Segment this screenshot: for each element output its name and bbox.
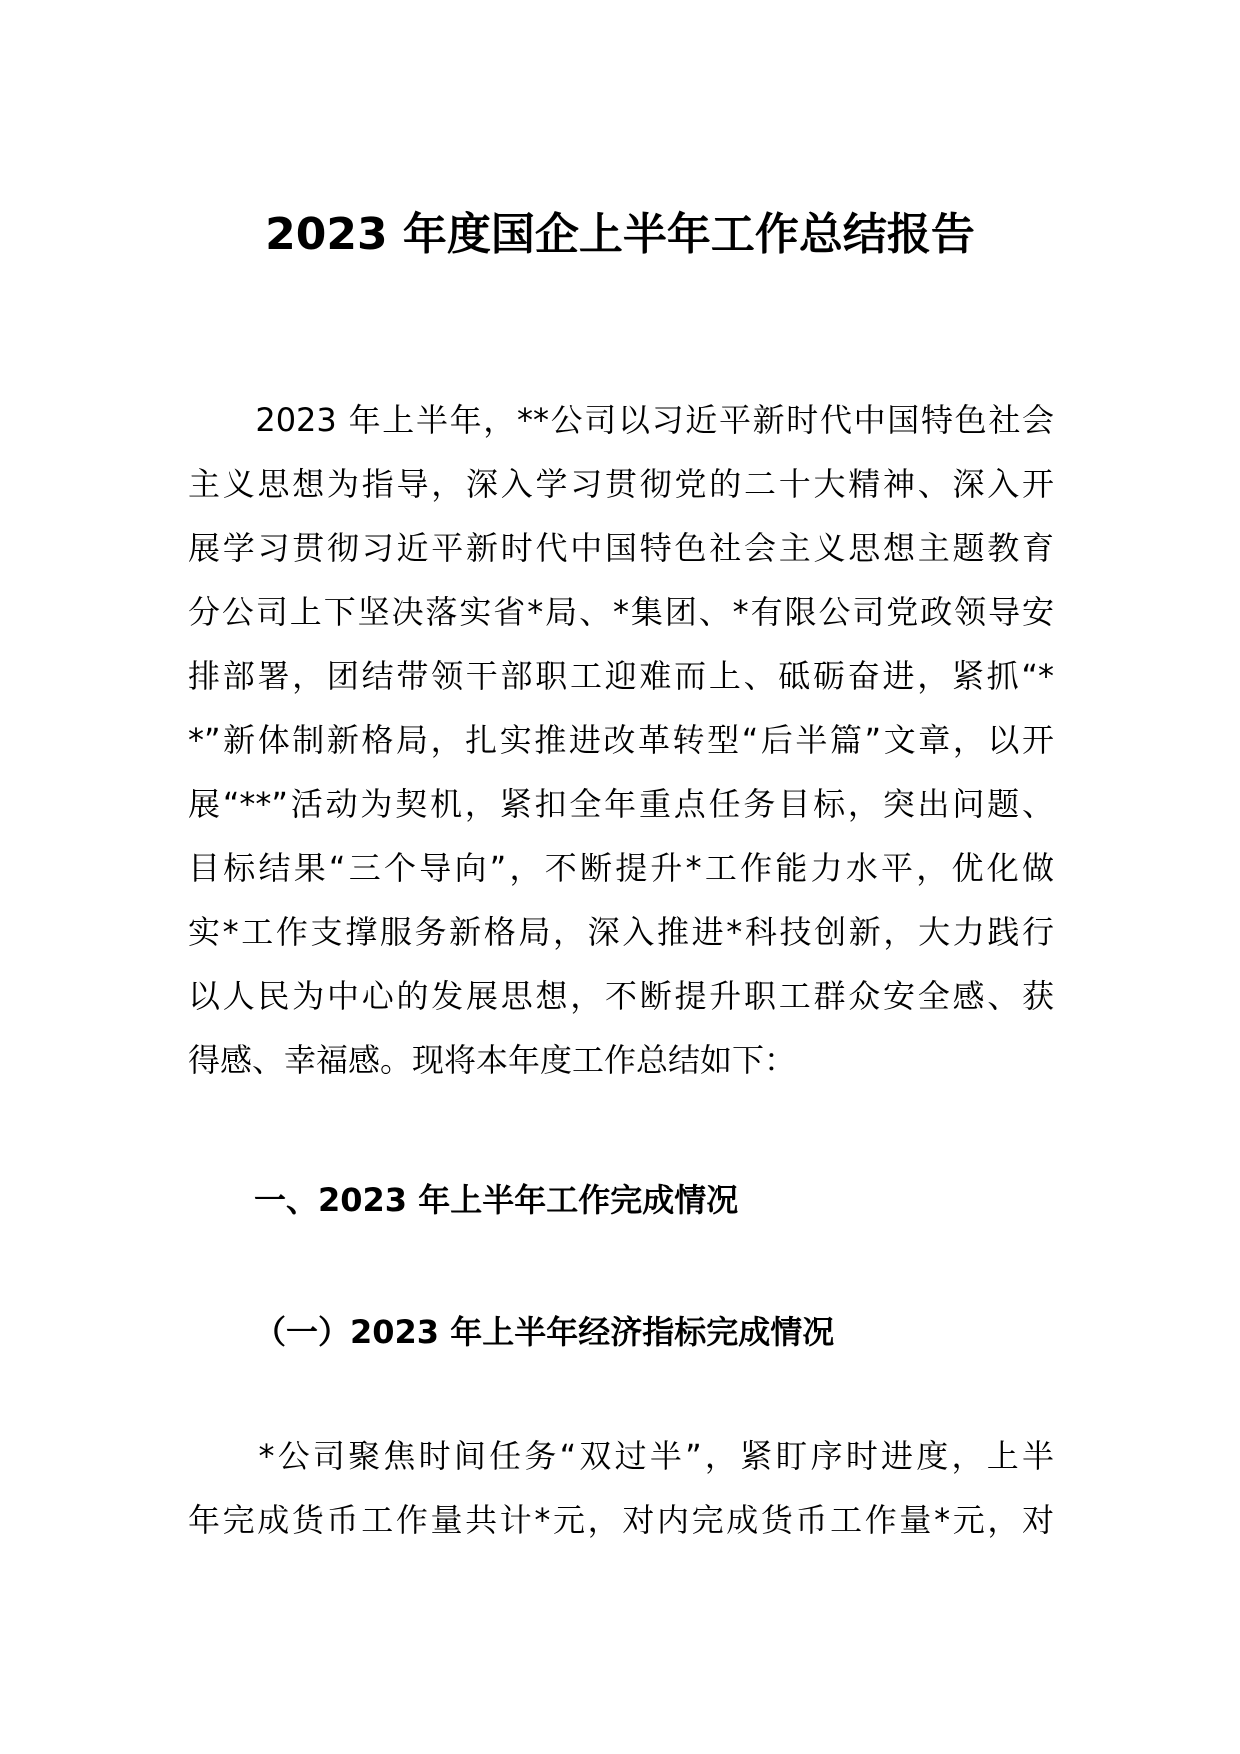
paragraph-line: *公司聚焦时间任务“双过半”，紧盯序时进度，上半 [188,1437,1054,1475]
subsection-heading-1: （一）2023 年上半年经济指标完成情况 [254,1313,835,1351]
intro-line: 排部署，团结带领干部职工迎难而上、砥砺奋进，紧抓“* [188,657,1054,695]
intro-line: 分公司上下坚决落实省*局、*集团、*有限公司党政领导安 [188,593,1054,631]
intro-line: 2023 年上半年，**公司以习近平新时代中国特色社会 [188,401,1054,439]
economic-indicators-paragraph [188,1424,1054,1552]
intro-paragraph [188,388,1054,1092]
section-heading-1: 一、2023 年上半年工作完成情况 [254,1181,739,1219]
intro-line: 实*工作支撑服务新格局，深入推进*科技创新，大力践行 [188,913,1054,951]
document-title: 2023 年度国企上半年工作总结报告 [265,209,975,260]
intro-line: 以人民为中心的发展思想，不断提升职工群众安全感、获 [188,977,1054,1015]
intro-line: 主义思想为指导，深入学习贯彻党的二十大精神、深入开 [188,465,1054,503]
intro-line: 展“**”活动为契机，紧扣全年重点任务目标，突出问题、 [188,785,1054,823]
intro-line: 目标结果“三个导向”，不断提升*工作能力水平，优化做 [188,849,1054,887]
intro-line: 得感、幸福感。现将本年度工作总结如下： [188,1041,797,1079]
intro-line: *”新体制新格局，扎实推进改革转型“后半篇”文章，以开 [188,721,1054,759]
paragraph-line: 年完成货币工作量共计*元，对内完成货币工作量*元，对 [188,1501,1054,1539]
intro-line: 展学习贯彻习近平新时代中国特色社会主义思想主题教育 [188,529,1054,567]
